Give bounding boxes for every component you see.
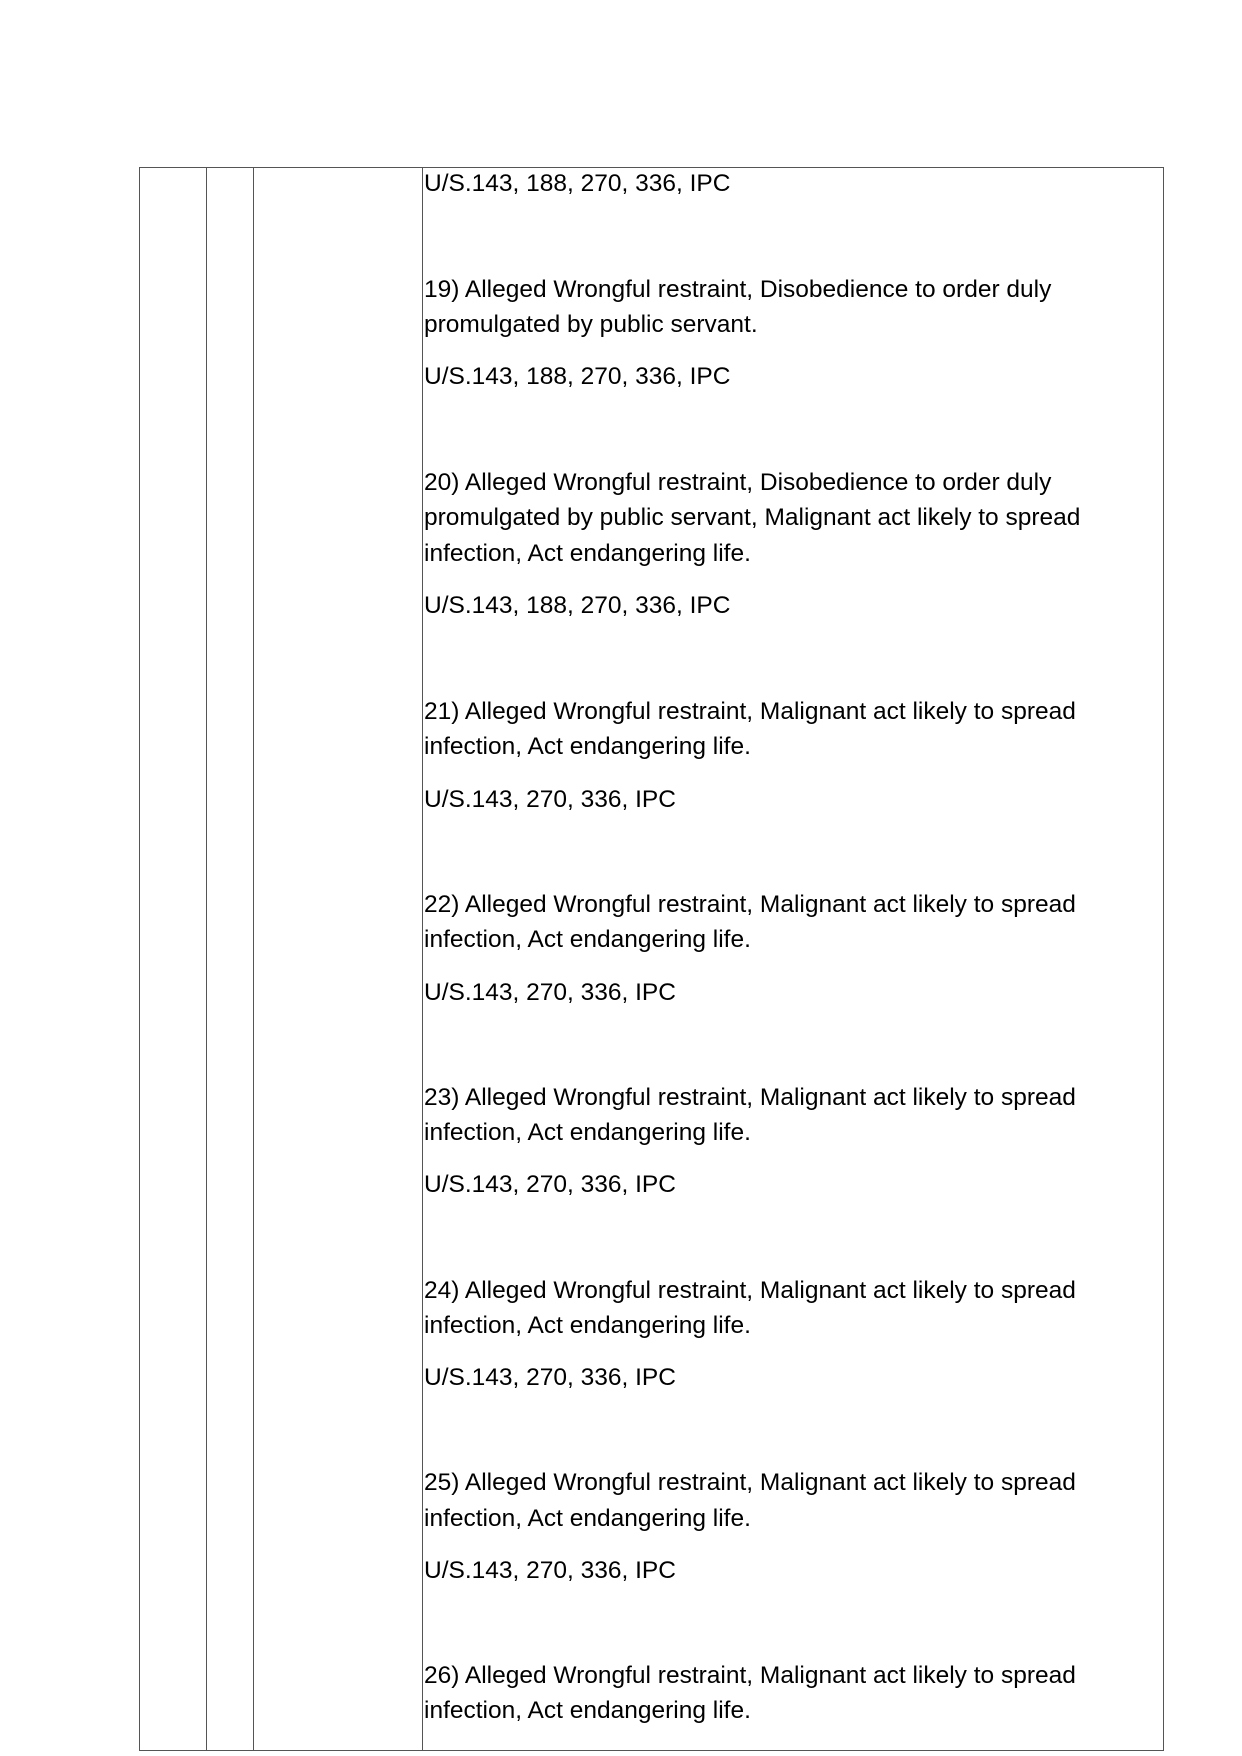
entry-24-section: U/S.143, 270, 336, IPC [424, 1364, 676, 1391]
entry-19-description-line-1: 19) Alleged Wrongful restraint, Disobedience to order duly [424, 276, 1052, 303]
entry-25-section: U/S.143, 270, 336, IPC [424, 1557, 676, 1584]
entry-25-description-line-1: 25) Alleged Wrongful restraint, Malignant act likely to spread [424, 1469, 1076, 1496]
entry-25-description-line-2: infection, Act endangering life. [424, 1505, 751, 1532]
entry-23-section: U/S.143, 270, 336, IPC [424, 1171, 676, 1198]
entry-22-description-line-1: 22) Alleged Wrongful restraint, Malignant act likely to spread [424, 891, 1076, 918]
offence-details-cell [423, 168, 1163, 1750]
entry-20-section: U/S.143, 188, 270, 336, IPC [424, 592, 731, 619]
column-divider-2 [253, 168, 254, 1750]
entry-21-description-line-1: 21) Alleged Wrongful restraint, Malignant act likely to spread [424, 698, 1076, 725]
entry-24-description-line-1: 24) Alleged Wrongful restraint, Malignant act likely to spread [424, 1277, 1076, 1304]
offence-table [139, 167, 1164, 1751]
entry-21-section: U/S.143, 270, 336, IPC [424, 786, 676, 813]
entry-22-section: U/S.143, 270, 336, IPC [424, 979, 676, 1006]
entry-21-description-line-2: infection, Act endangering life. [424, 733, 751, 760]
entry-26-description-line-2: infection, Act endangering life. [424, 1697, 751, 1724]
entry-26-description-line-1: 26) Alleged Wrongful restraint, Malignant act likely to spread [424, 1662, 1076, 1689]
entry-23-description-line-1: 23) Alleged Wrongful restraint, Malignant act likely to spread [424, 1084, 1076, 1111]
entry-22-description-line-2: infection, Act endangering life. [424, 926, 751, 953]
entry-19-section: U/S.143, 188, 270, 336, IPC [424, 363, 731, 390]
entry-20-description-line-2: promulgated by public servant, Malignant act likely to spread [424, 504, 1081, 531]
entry-20-description-line-3: infection, Act endangering life. [424, 540, 751, 567]
entry-20-description-line-1: 20) Alleged Wrongful restraint, Disobedience to order duly [424, 469, 1052, 496]
column-divider-1 [206, 168, 207, 1750]
entry-19-description-line-2: promulgated by public servant. [424, 311, 758, 338]
top-section-text: U/S.143, 188, 270, 336, IPC [424, 170, 731, 197]
entry-24-description-line-2: infection, Act endangering life. [424, 1312, 751, 1339]
entry-23-description-line-2: infection, Act endangering life. [424, 1119, 751, 1146]
